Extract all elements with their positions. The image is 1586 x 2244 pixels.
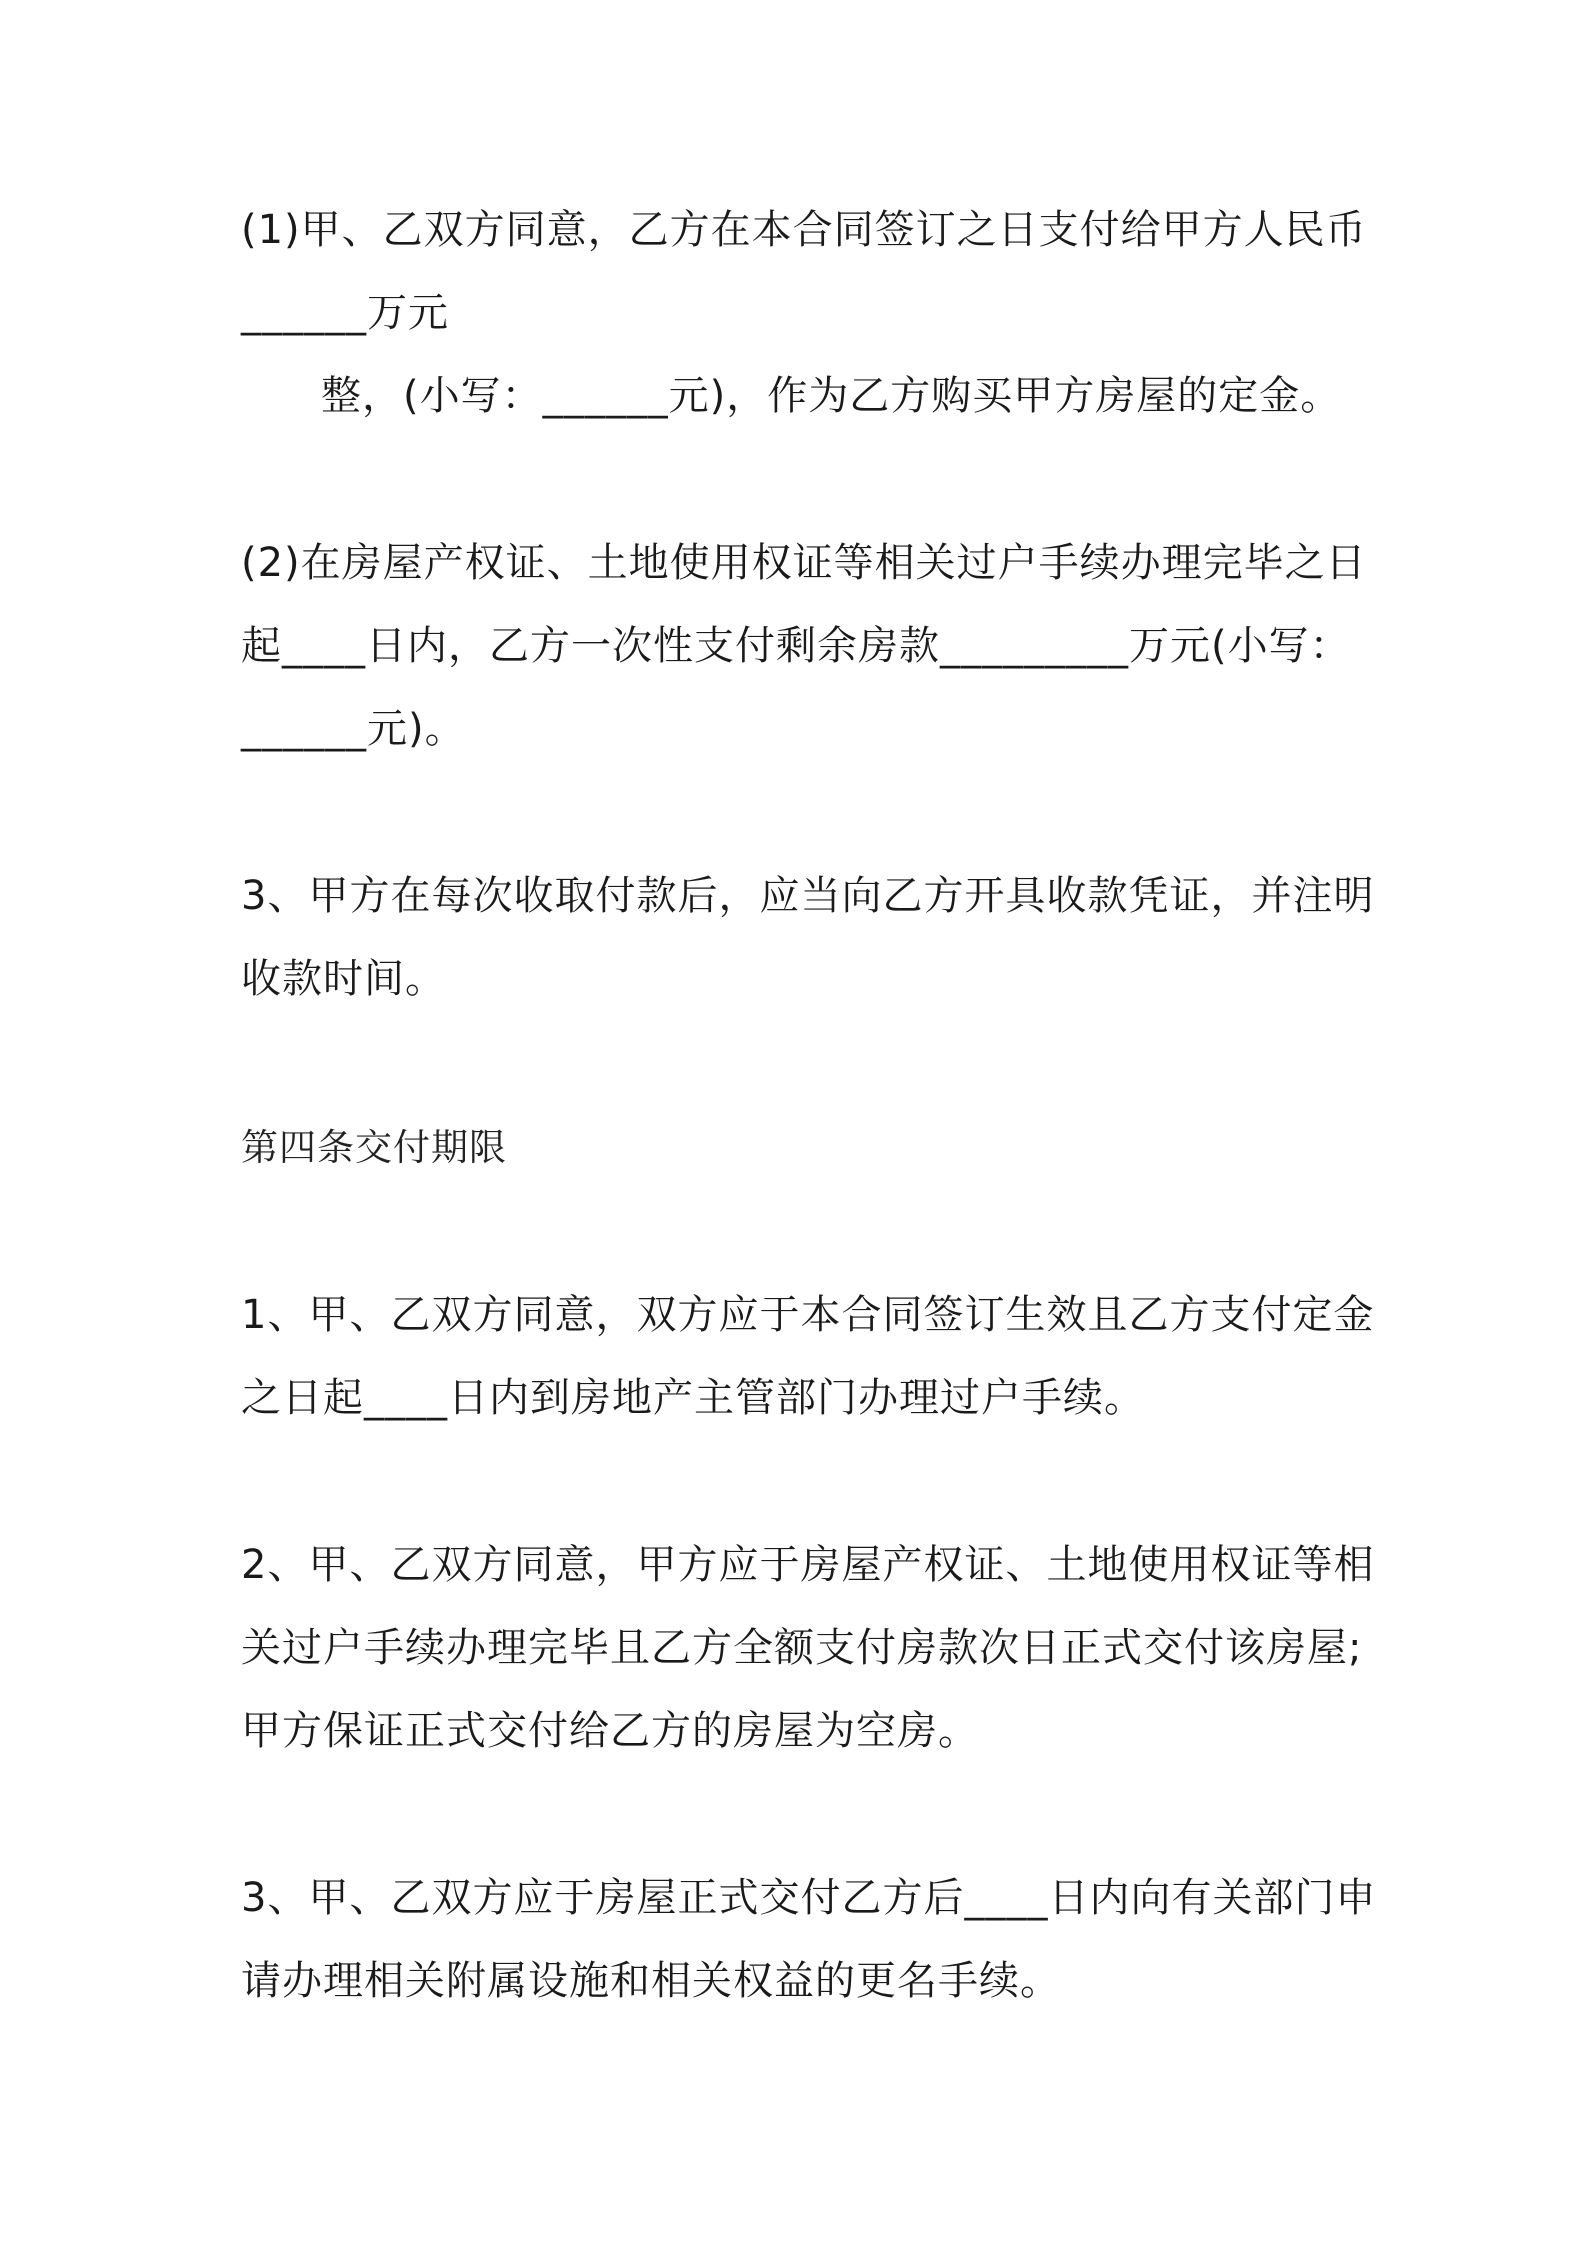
paragraph-2-line-3: ______元)。 <box>241 706 466 752</box>
paragraph-2-line-1: (2)在房屋产权证、土地使用权证等相关过户手续办理完毕之日 <box>241 540 1367 586</box>
paragraph-5-line-3: 甲方保证正式交付给乙方的房屋为空房。 <box>241 1708 979 1754</box>
paragraph-5-line-2: 关过户手续办理完毕且乙方全额支付房款次日正式交付该房屋; <box>241 1625 1363 1671</box>
paragraph-6-line-2: 请办理相关附属设施和相关权益的更名手续。 <box>241 1958 1061 2004</box>
paragraph-5-line-1: 2、甲、乙双方同意，甲方应于房屋产权证、土地使用权证等相 <box>241 1542 1375 1588</box>
paragraph-1-line-2: ______万元 <box>241 290 449 336</box>
paragraph-1-line-1: (1)甲、乙双方同意，乙方在本合同签订之日支付给甲方人民币 <box>241 207 1367 253</box>
paragraph-4-line-2: 之日起____日内到房地产主管部门办理过户手续。 <box>241 1375 1145 1421</box>
paragraph-6-line-1: 3、甲、乙双方应于房屋正式交付乙方后____日内向有关部门申 <box>241 1875 1377 1921</box>
paragraph-2-line-2: 起____日内，乙方一次性支付剩余房款_________万元(小写： <box>241 623 1351 669</box>
paragraph-3-line-1: 3、甲方在每次收取付款后，应当向乙方开具收款凭证，并注明 <box>241 873 1375 919</box>
section-heading: 第四条交付期限 <box>241 1126 507 1169</box>
paragraph-4-line-1: 1、甲、乙双方同意，双方应于本合同签订生效且乙方支付定金 <box>241 1292 1375 1338</box>
paragraph-3-line-2: 收款时间。 <box>241 956 446 1002</box>
paragraph-1-line-3: 整，(小写：______元)，作为乙方购买甲方房屋的定金。 <box>321 373 1342 419</box>
